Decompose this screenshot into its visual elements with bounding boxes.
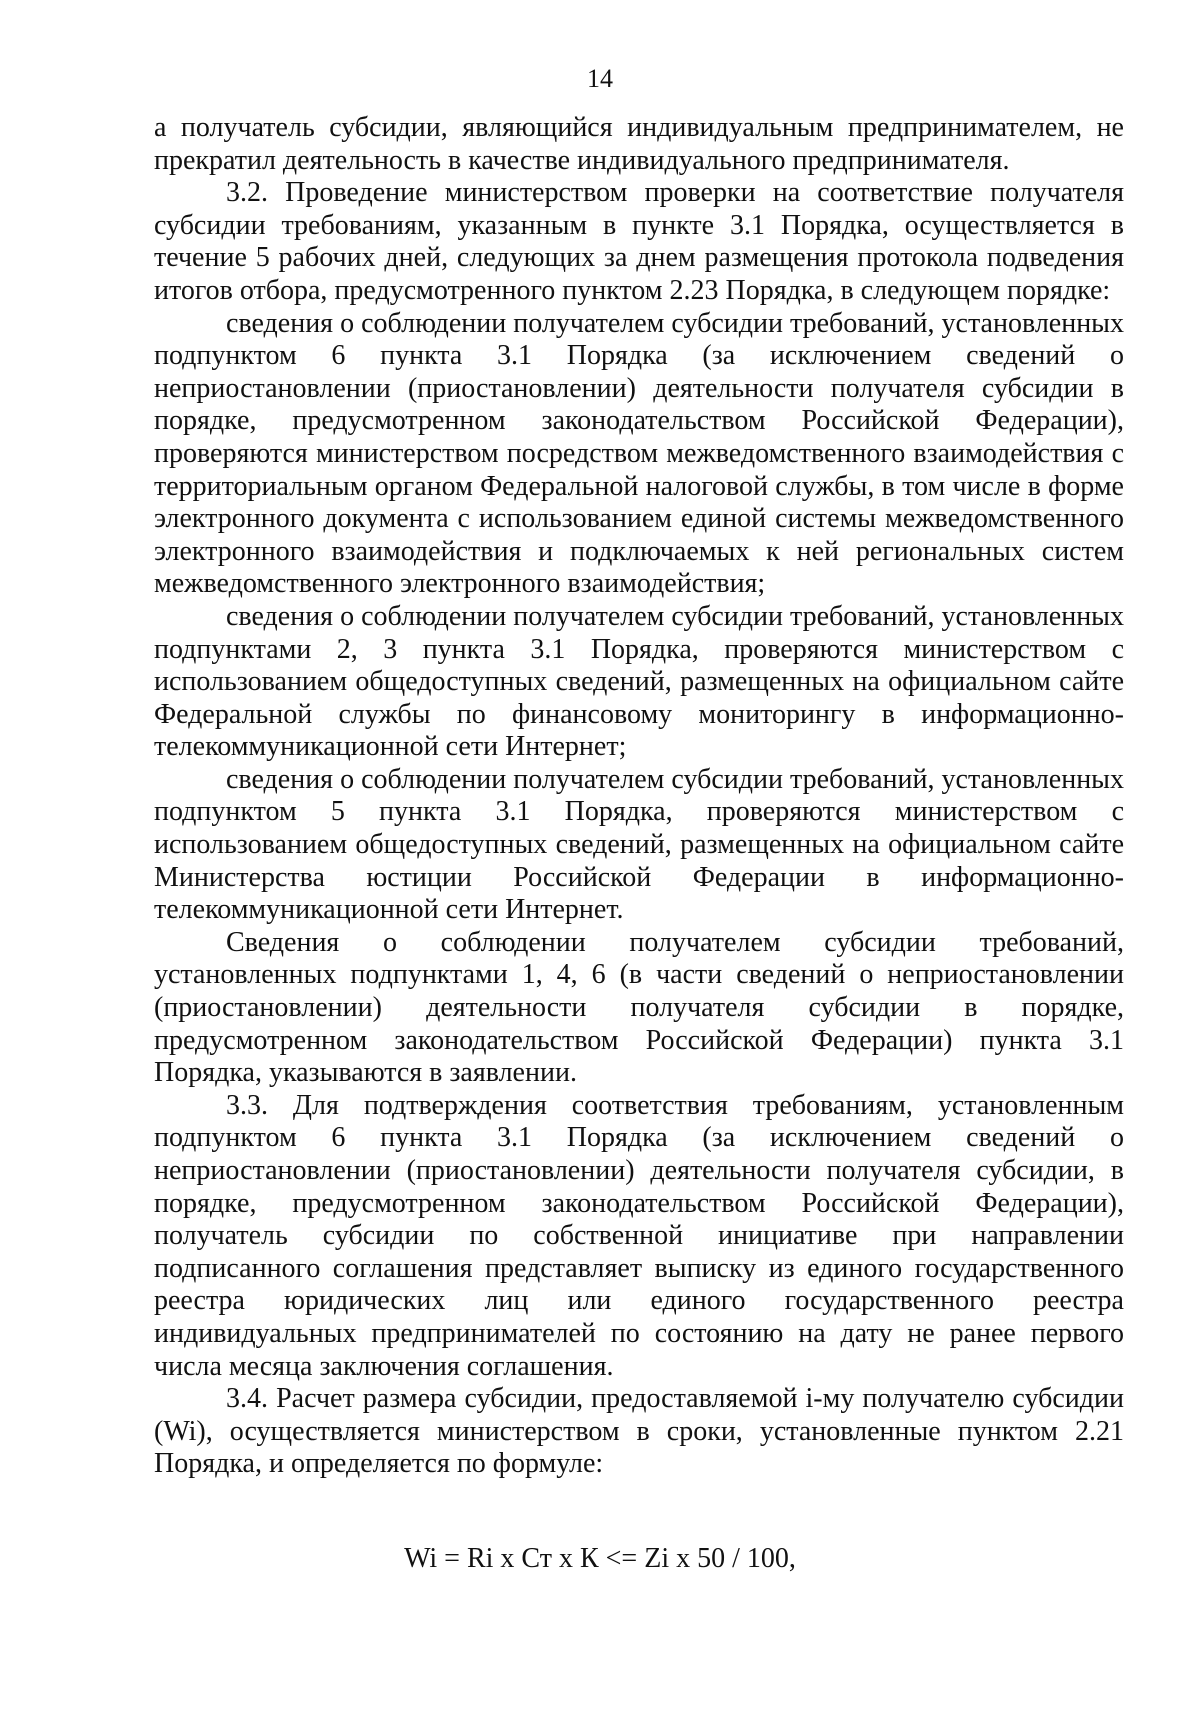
page-number: 14 <box>587 64 613 93</box>
paragraph-application-info: Сведения о соблюдении получателем субсидии требований, установленных подпунктами 1, 4, 6 (в части сведений о неприостановлении (приостановлении) деятельности получателя субсидии в порядке, предусмотренном законодательством Российской Федерации) пункта 3.1 Порядка, указываются в заявлении. <box>154 926 1124 1089</box>
paragraph-tax-service-check: сведения о соблюдении получателем субсидии требований, установленных подпунктом 6 пункта 3.1 Порядка (за исключением сведений о неприостановлении (приостановлении) деятельности получателя субсидии в порядке, предусмотренном законодательством Российской Федерации), проверяются министерством посредством межведомственного взаимодействия с территориальным органом Федеральной налоговой службы, в том числе в форме электронного документа с использованием единой системы межведомственного электронного взаимодействия и подключаемых к ней региональных систем межведомственного электронного взаимодействия; <box>154 307 1124 600</box>
paragraph-3-3: 3.3. Для подтверждения соответствия требованиям, установленным подпунктом 6 пункта 3.1 Порядка (за исключением сведений о неприостановлении (приостановлении) деятельности получателя субсидии, в порядке, предусмотренном законодательством Российской Федерации), получатель субсидии по собственной инициативе при направлении подписанного соглашения представляет выписку из единого государственного реестра юридических лиц или единого государственного реестра индивидуальных предпринимателей по состоянию на дату не ранее первого числа месяца заключения соглашения. <box>154 1089 1124 1382</box>
paragraph-3-4: 3.4. Расчет размера субсидии, предоставляемой i-му получателю субсидии (Wi), осуществляется министерством в сроки, установленные пунктом 2.21 Порядка, и определяется по формуле: <box>154 1383 1124 1480</box>
document-body <box>154 112 1124 1481</box>
paragraph-3-2: 3.2. Проведение министерством проверки на соответствие получателя субсидии требованиям, указанным в пункте 3.1 Порядка, осуществляется в течение 5 рабочих дней, следующих за днем размещения протокола подведения итогов отбора, предусмотренного пунктом 2.23 Порядка, в следующем порядке: <box>154 177 1124 306</box>
paragraph-continuation: а получатель субсидии, являющийся индивидуальным предпринимателем, не прекратил деятельность в качестве индивидуального предпринимателя. <box>154 112 1124 176</box>
paragraph-justice-ministry-check: сведения о соблюдении получателем субсидии требований, установленных подпунктом 5 пункта 3.1 Порядка, проверяются министерством с использованием общедоступных сведений, размещенных на официальном сайте Министерства юстиции Российской Федерации в информационно-телекоммуникационной сети Интернет. <box>154 763 1124 926</box>
paragraph-financial-monitoring-check: сведения о соблюдении получателем субсидии требований, установленных подпунктами 2, 3 пункта 3.1 Порядка, проверяются министерством с использованием общедоступных сведений, размещенных на официальном сайте Федеральной службы по финансовому мониторингу в информационно-телекоммуникационной сети Интернет; <box>154 600 1124 763</box>
subsidy-formula: Wi = Ri x Ст x К <= Zi x 50 / 100, <box>404 1543 796 1574</box>
